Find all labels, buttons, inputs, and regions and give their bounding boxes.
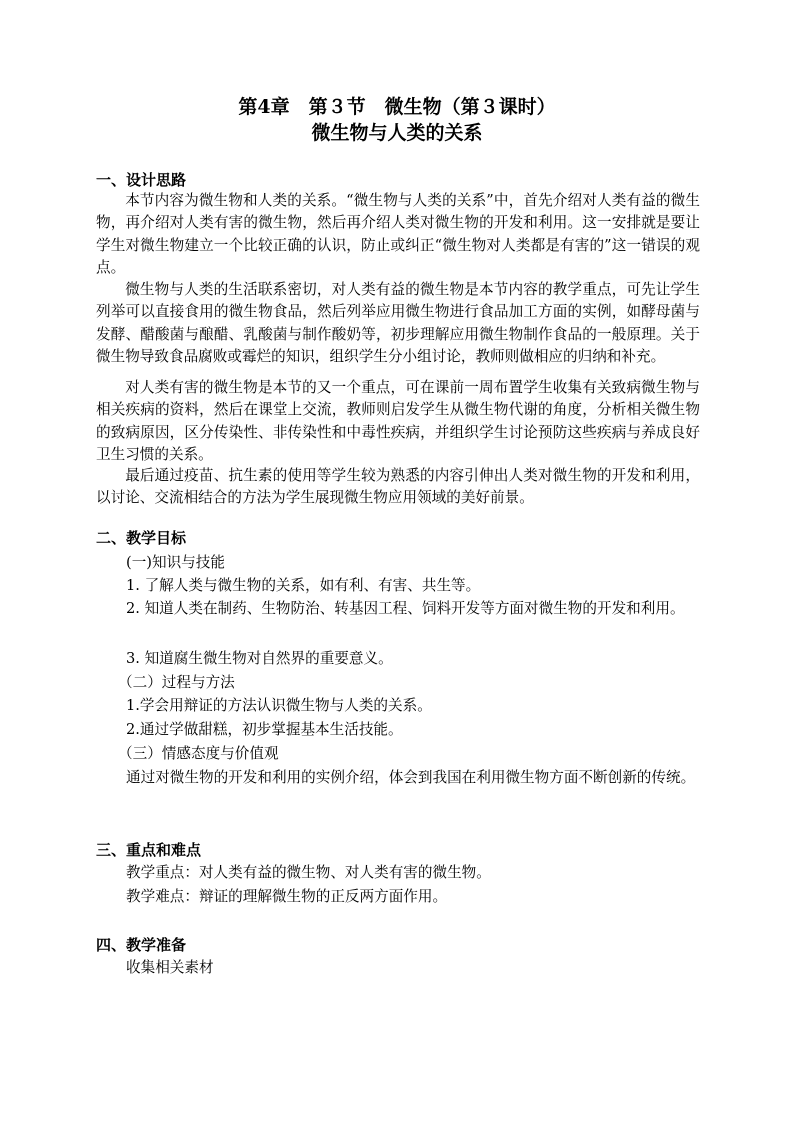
- goals-item-3: 3. 知道腐生微生物对自然界的重要意义。: [126, 650, 393, 667]
- goals-item-2: 2. 知道人类在制药、生物防治、转基因工程、饲料开发等方面对微生物的开发和利用。: [126, 600, 685, 617]
- goals-item-4: 1.学会用辩证的方法认识微生物与人类的关系。: [126, 697, 432, 714]
- section-heading-design: 一、设计思路: [96, 171, 187, 189]
- prep-item: 收集相关素材: [126, 959, 214, 976]
- goals-item-6: 通过对微生物的开发和利用的实例介绍，体会到我国在利用微生物方面不断创新的传统。: [126, 769, 696, 786]
- goals-subheading-knowledge: (一)知识与技能: [126, 554, 225, 571]
- document-subtitle: 微生物与人类的关系: [311, 122, 483, 144]
- goals-item-1: 1. 了解人类与微生物的关系，如有利、有害、共生等。: [126, 577, 481, 594]
- goals-subheading-attitude: （三）情感态度与价值观: [118, 745, 279, 762]
- design-paragraph-4: 最后通过疫苗、抗生素的使用等学生较为熟悉的内容引伸出人类对微生物的开发和利用，以讨论、交流相结合的方法为学生展现微生物应用领域的美好前景。: [96, 467, 700, 507]
- section-heading-goals: 二、教学目标: [96, 529, 187, 547]
- design-paragraph-3: 对人类有害的微生物是本节的又一个重点，可在课前一周布置学生收集有关致病微生物与相关疾病的资料，然后在课堂上交流，教师则启发学生从微生物代谢的角度，分析相关微生物的致病原因，区分传染性、非传染性和中毒性疾病，并组织学生讨论预防这些疾病与养成良好卫生习惯的关系。: [96, 379, 700, 463]
- goals-subheading-process: （二）过程与方法: [118, 674, 235, 691]
- focus-key-point: 教学重点：对人类有益的微生物、对人类有害的微生物。: [126, 864, 491, 881]
- focus-difficult-point: 教学难点：辩证的理解微生物的正反两方面作用。: [126, 888, 448, 905]
- section-heading-focus: 三、重点和难点: [96, 841, 202, 859]
- goals-item-5: 2.通过学做甜糕，初步掌握基本生活技能。: [126, 721, 403, 738]
- design-paragraph-1: 本节内容为微生物和人类的关系。“微生物与人类的关系”中，首先介绍对人类有益的微生物，再介绍对人类有害的微生物，然后再介绍人类对微生物的开发和利用。这一安排就是要让学生对微生物建立一个比较正确的认识，防止或纠正“微生物对人类都是有害的”这一错误的观点。: [96, 192, 700, 276]
- document-title: 第4章 第３节 微生物（第３课时）: [238, 96, 556, 118]
- section-heading-prep: 四、教学准备: [96, 936, 187, 954]
- design-paragraph-2: 微生物与人类的生活联系密切，对人类有益的微生物是本节内容的教学重点，可先让学生列举可以直接食用的微生物食品，然后列举应用微生物进行食品加工方面的实例，如酵母菌与发酵、醋酸菌与酿醋、乳酸菌与制作酸奶等，初步理解应用微生物制作食品的一般原理。关于微生物导致食品腐败或霉烂的知识，组织学生分小组讨论，教师则做相应的归纳和补充。: [96, 281, 700, 365]
